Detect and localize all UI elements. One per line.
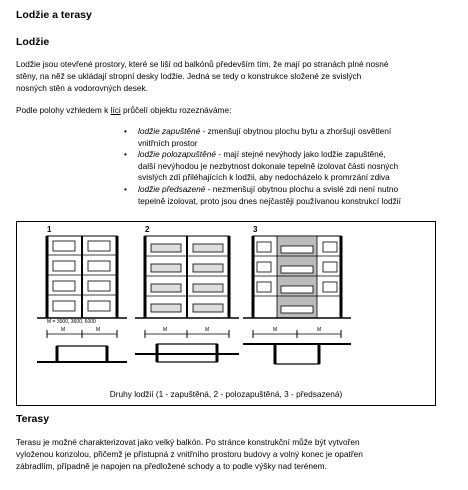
bullet-term: lodžie polozapuštěné <box>138 149 216 160</box>
paragraph-line: zábradlím, případně je napojen na předložené schody a to podle výšky nad terénem. <box>16 461 327 472</box>
drawing-3-projecting <box>243 236 351 364</box>
bullet-text: - nezmenšují obytnou plochu a svislé zdi není nutno <box>205 183 399 194</box>
bullet-term: lodžie předsazené <box>138 183 206 194</box>
lodzie-paragraph <box>16 58 453 95</box>
intro-line <box>16 104 453 116</box>
terasy-paragraph <box>16 436 453 473</box>
module-label: M <box>205 327 210 333</box>
section-heading-lodzie: Lodžie <box>16 36 50 48</box>
paragraph-line: stěny, na něž se ukládají stropní desky lodžie. Jedná se tedy o konstrukce složené ze svislých <box>16 71 362 82</box>
module-label: M <box>273 327 278 333</box>
intro-text-end: průčelí objektu rozeznáváme: <box>120 105 232 115</box>
loggia-drawings <box>17 222 435 382</box>
bullet-list <box>124 126 440 207</box>
bullet-icon: • <box>124 149 127 160</box>
intro-text: Podle polohy vzhledem k <box>16 105 111 115</box>
paragraph-line: nosných stěn a vodorovných desek. <box>16 83 148 94</box>
bullet-text: - zmenšují obytnou plochu bytu a zhoršují osvětlení <box>200 126 392 136</box>
module-label: M <box>317 327 322 333</box>
figure-box <box>16 221 436 406</box>
bullet-text: další nevýhodou je nezbytnost dokonale tepelně izolovat části nosných <box>138 160 399 171</box>
drawing-1-recessed <box>37 236 127 362</box>
module-label: M <box>163 327 168 333</box>
bullet-text: svislých zdí přiléhajících k lodžii, aby nedocházelo k promrzání zdiva <box>138 172 390 183</box>
page-title: Lodžie a terasy <box>16 9 92 21</box>
list-item <box>124 126 440 149</box>
figure-label-3: 3 <box>253 225 258 234</box>
drawing-2-semi-recessed <box>135 236 239 362</box>
dimension-note: M = 3000, 3600, 6000 <box>47 319 96 325</box>
list-item <box>124 184 440 207</box>
figure-label-1: 1 <box>47 225 52 234</box>
section-heading-terasy: Terasy <box>16 413 50 425</box>
module-label: M <box>61 327 66 333</box>
paragraph-line: Lodžie jsou otevřené prostory, které se liší od balkónů především tím, že mají po stranách plné nosné <box>16 59 389 69</box>
bullet-term: lodžie zapuštěné <box>138 126 201 136</box>
intro-underlined-word: líci <box>110 105 121 115</box>
paragraph-line: vyloženou konzolou, přičemž je přístupná z vnitřního prostoru budovy a volný konec je opatřen <box>16 449 363 460</box>
paragraph-line: Terasu je možné charakterizovat jako velký balkón. Po stránce konstrukční může být vytvořen <box>16 437 360 447</box>
module-label: M <box>96 327 101 333</box>
figure-caption: Druhy lodžií (1 - zapuštěná, 2 - polozapuštěná, 3 - předsazená) <box>109 389 343 399</box>
bullet-text: vnitřních prostor <box>138 137 198 148</box>
list-item <box>124 149 440 184</box>
figure-label-2: 2 <box>145 225 150 234</box>
bullet-icon: • <box>124 183 127 194</box>
bullet-icon: • <box>124 126 127 136</box>
bullet-text: tepelně izolovat, proto jsou dnes nejčastěji používanou konstrukcí lodžií <box>138 195 401 206</box>
bullet-text: - mají stejné nevýhody jako lodžie zapuštěné, <box>215 149 386 160</box>
